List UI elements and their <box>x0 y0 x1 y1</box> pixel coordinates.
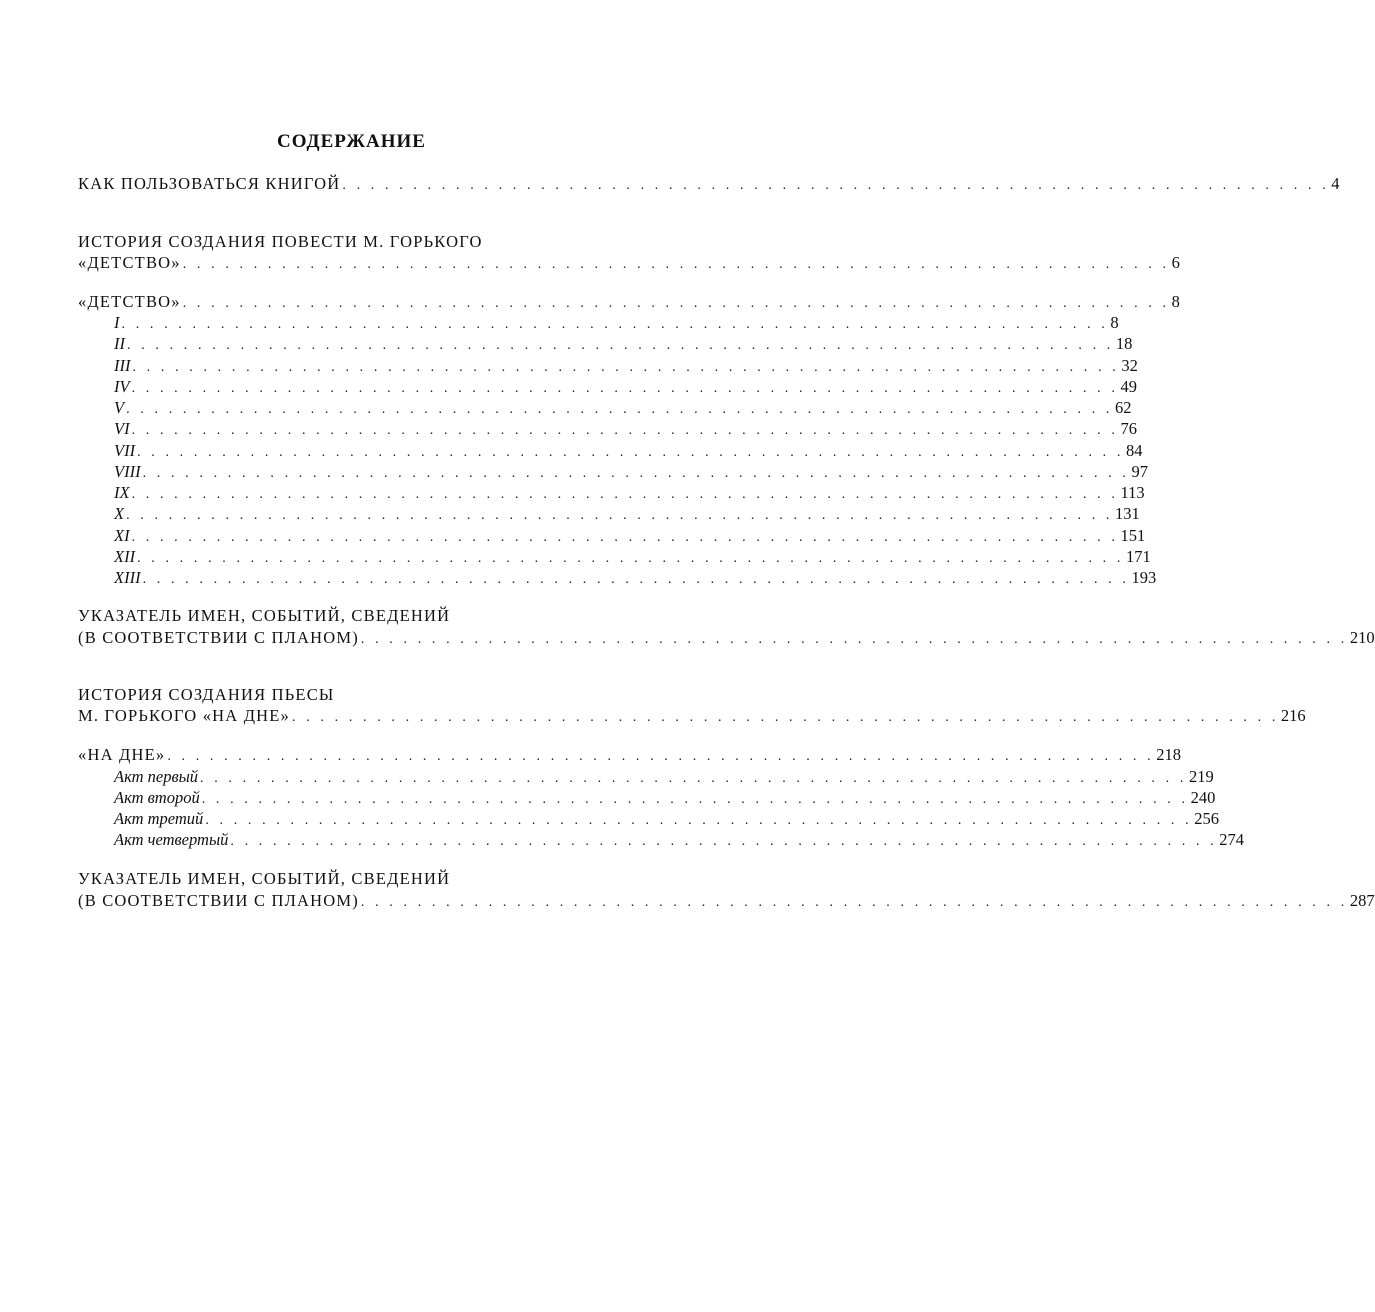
entry-label: «НА ДНЕ» <box>78 745 166 764</box>
toc-entry-chapter[interactable] <box>114 397 1132 418</box>
page-number: 32 <box>1121 356 1138 375</box>
page-number: 240 <box>1190 788 1216 807</box>
toc-entry-act[interactable] <box>114 766 1214 787</box>
page-number: 171 <box>1125 547 1151 566</box>
toc-entry-nadne-history[interactable] <box>78 705 1306 726</box>
dot-leader: . . . . . . . . . . . . . . . . . . . . . . . . . . . . . . . . . . . . . . . . . . . . . . . . . . . . . . . . . . . . . . . . . . . . . . <box>142 572 1130 587</box>
dot-leader: . . . . . . . . . . . . . . . . . . . . . . . . . . . . . . . . . . . . . . . . . . . . . . . . . . . . . . . . . . . . . . . . . . . . . . <box>127 338 1114 353</box>
page-number: 219 <box>1188 767 1214 786</box>
page-number: 49 <box>1120 377 1137 396</box>
chapter-label: VII <box>114 441 136 460</box>
dot-leader: . . . . . . . . . . . . . . . . . . . . . . . . . . . . . . . . . . . . . . . . . . . . . . . . . . . . . . . . . . . . . . . . . . . . . . <box>137 551 1124 566</box>
chapter-label: XI <box>114 526 130 545</box>
section-heading-line: ИСТОРИЯ СОЗДАНИЯ ПЬЕСЫ <box>78 685 335 704</box>
entry-label: «ДЕТСТВО» <box>78 292 181 311</box>
entry-label: «ДЕТСТВО» <box>78 253 181 272</box>
toc-entry-chapter[interactable] <box>114 333 1133 354</box>
entry-label: М. ГОРЬКОГО «НА ДНЕ» <box>78 706 291 725</box>
dot-leader: . . . . . . . . . . . . . . . . . . . . . . . . . . . . . . . . . . . . . . . . . . . . . . . . . . . . . . . . . . . . . . . . . . . . . . <box>200 771 1187 786</box>
page-number: 76 <box>1120 419 1137 438</box>
chapter-label: II <box>114 334 125 353</box>
section-heading-line: УКАЗАТЕЛЬ ИМЕН, СОБЫТИЙ, СВЕДЕНИЙ <box>78 606 451 625</box>
toc-entry-act[interactable] <box>114 829 1245 850</box>
dot-leader: . . . . . . . . . . . . . . . . . . . . . . . . . . . . . . . . . . . . . . . . . . . . . . . . . . . . . . . . . . . . . . . . . . . . . . <box>182 257 1170 272</box>
dot-leader: . . . . . . . . . . . . . . . . . . . . . . . . . . . . . . . . . . . . . . . . . . . . . . . . . . . . . . . . . . . . . . . . . . . . . . <box>132 360 1120 375</box>
page-number: 218 <box>1156 745 1181 764</box>
chapter-label: XIII <box>114 568 141 587</box>
act-label: Акт второй <box>114 788 200 807</box>
toc-entry-how-to-use[interactable] <box>78 173 1340 194</box>
dot-leader: . . . . . . . . . . . . . . . . . . . . . . . . . . . . . . . . . . . . . . . . . . . . . . . . . . . . . . . . . . . . . . . . . . . . . . <box>131 423 1119 438</box>
page-number: 287 <box>1349 891 1375 910</box>
page-title: СОДЕРЖАНИЕ <box>277 131 426 152</box>
chapter-label: V <box>114 398 125 417</box>
toc-entry-chapter[interactable] <box>114 567 1157 588</box>
dot-leader: . . . . . . . . . . . . . . . . . . . . . . . . . . . . . . . . . . . . . . . . . . . . . . . . . . . . . . . . . . . . . . . . . . . . . . <box>142 466 1130 481</box>
toc-entry-chapter[interactable] <box>114 461 1148 482</box>
toc-entry-chapter[interactable] <box>114 525 1146 546</box>
dot-leader: . . . . . . . . . . . . . . . . . . . . . . . . . . . . . . . . . . . . . . . . . . . . . . . . . . . . . . . . . . . . . . . . . . . . . . <box>230 834 1218 849</box>
chapter-label: I <box>114 313 120 332</box>
dot-leader: . . . . . . . . . . . . . . . . . . . . . . . . . . . . . . . . . . . . . . . . . . . . . . . . . . . . . . . . . . . . . . . . . . . . . . <box>131 487 1119 502</box>
toc-entry-chapter[interactable] <box>114 440 1143 461</box>
dot-leader: . . . . . . . . . . . . . . . . . . . . . . . . . . . . . . . . . . . . . . . . . . . . . . . . . . . . . . . . . . . . . . . . . . . . . . <box>137 445 1124 460</box>
page-number: 62 <box>1115 398 1132 417</box>
page-number: 6 <box>1171 253 1180 272</box>
toc-entry-detstvo[interactable] <box>78 291 1180 312</box>
dot-leader: . . . . . . . . . . . . . . . . . . . . . . . . . . . . . . . . . . . . . . . . . . . . . . . . . . . . . . . . . . . . . . . . . . . . . . <box>360 895 1348 910</box>
page-number: 18 <box>1115 334 1133 353</box>
page-number: 210 <box>1349 628 1375 647</box>
chapter-label: XII <box>114 547 136 566</box>
page-number: 8 <box>1171 292 1180 311</box>
toc-entry-chapter[interactable] <box>114 418 1137 439</box>
toc-entry-chapter[interactable] <box>114 355 1138 376</box>
toc-entry-act[interactable] <box>114 787 1216 808</box>
toc-entry-chapter[interactable] <box>114 376 1137 397</box>
page-number: 193 <box>1131 568 1157 587</box>
page-number: 84 <box>1125 441 1143 460</box>
chapter-label: VIII <box>114 462 141 481</box>
chapter-label: III <box>114 356 131 375</box>
act-label: Акт четвертый <box>114 830 229 849</box>
toc-entry-chapter[interactable] <box>114 482 1145 503</box>
section-heading-line: УКАЗАТЕЛЬ ИМЕН, СОБЫТИЙ, СВЕДЕНИЙ <box>78 869 451 888</box>
page-number: 97 <box>1131 462 1148 481</box>
entry-label: (В СООТВЕТСТВИИ С ПЛАНОМ) <box>78 891 359 910</box>
chapter-label: VI <box>114 419 130 438</box>
toc-entry-act[interactable] <box>114 808 1219 829</box>
dot-leader: . . . . . . . . . . . . . . . . . . . . . . . . . . . . . . . . . . . . . . . . . . . . . . . . . . . . . . . . . . . . . . . . . . . . . . <box>121 317 1109 332</box>
dot-leader: . . . . . . . . . . . . . . . . . . . . . . . . . . . . . . . . . . . . . . . . . . . . . . . . . . . . . . . . . . . . . . . . . . . . . . <box>201 792 1189 807</box>
act-label: Акт третий <box>114 809 204 828</box>
dot-leader: . . . . . . . . . . . . . . . . . . . . . . . . . . . . . . . . . . . . . . . . . . . . . . . . . . . . . . . . . . . . . . . . . . . . . . <box>342 178 1330 193</box>
page-number: 131 <box>1115 504 1140 523</box>
toc-entry-detstvo-history[interactable] <box>78 252 1180 273</box>
toc-entry-chapter[interactable] <box>114 312 1119 333</box>
dot-leader: . . . . . . . . . . . . . . . . . . . . . . . . . . . . . . . . . . . . . . . . . . . . . . . . . . . . . . . . . . . . . . . . . . . . . . <box>126 402 1113 417</box>
page-number: 151 <box>1120 526 1146 545</box>
page-number: 274 <box>1219 830 1245 849</box>
dot-leader: . . . . . . . . . . . . . . . . . . . . . . . . . . . . . . . . . . . . . . . . . . . . . . . . . . . . . . . . . . . . . . . . . . . . . . <box>205 813 1193 828</box>
entry-label: (В СООТВЕТСТВИИ С ПЛАНОМ) <box>78 628 359 647</box>
dot-leader: . . . . . . . . . . . . . . . . . . . . . . . . . . . . . . . . . . . . . . . . . . . . . . . . . . . . . . . . . . . . . . . . . . . . . . <box>167 749 1155 764</box>
dot-leader: . . . . . . . . . . . . . . . . . . . . . . . . . . . . . . . . . . . . . . . . . . . . . . . . . . . . . . . . . . . . . . . . . . . . . . <box>292 710 1279 725</box>
dot-leader: . . . . . . . . . . . . . . . . . . . . . . . . . . . . . . . . . . . . . . . . . . . . . . . . . . . . . . . . . . . . . . . . . . . . . . <box>182 296 1170 311</box>
dot-leader: . . . . . . . . . . . . . . . . . . . . . . . . . . . . . . . . . . . . . . . . . . . . . . . . . . . . . . . . . . . . . . . . . . . . . . <box>360 632 1348 647</box>
chapter-label: X <box>114 504 125 523</box>
dot-leader: . . . . . . . . . . . . . . . . . . . . . . . . . . . . . . . . . . . . . . . . . . . . . . . . . . . . . . . . . . . . . . . . . . . . . . <box>131 530 1119 545</box>
act-label: Акт первый <box>114 767 199 786</box>
page-number: 8 <box>1110 313 1119 332</box>
page-number: 216 <box>1280 706 1306 725</box>
page-number: 113 <box>1120 483 1145 502</box>
dot-leader: . . . . . . . . . . . . . . . . . . . . . . . . . . . . . . . . . . . . . . . . . . . . . . . . . . . . . . . . . . . . . . . . . . . . . . <box>131 381 1119 396</box>
section-heading-line: ИСТОРИЯ СОЗДАНИЯ ПОВЕСТИ М. ГОРЬКОГО <box>78 232 483 251</box>
toc-entry-index-1[interactable] <box>78 627 1375 648</box>
toc-entry-chapter[interactable] <box>114 546 1151 567</box>
chapter-label: IV <box>114 377 130 396</box>
dot-leader: . . . . . . . . . . . . . . . . . . . . . . . . . . . . . . . . . . . . . . . . . . . . . . . . . . . . . . . . . . . . . . . . . . . . . . <box>126 508 1113 523</box>
toc-entry-index-2[interactable] <box>78 890 1375 911</box>
toc-entry-chapter[interactable] <box>114 503 1140 524</box>
page-number: 256 <box>1194 809 1219 828</box>
page-number: 4 <box>1331 174 1340 193</box>
chapter-label: IX <box>114 483 130 502</box>
entry-label: КАК ПОЛЬЗОВАТЬСЯ КНИГОЙ <box>78 174 341 193</box>
toc-entry-nadne[interactable] <box>78 744 1181 765</box>
